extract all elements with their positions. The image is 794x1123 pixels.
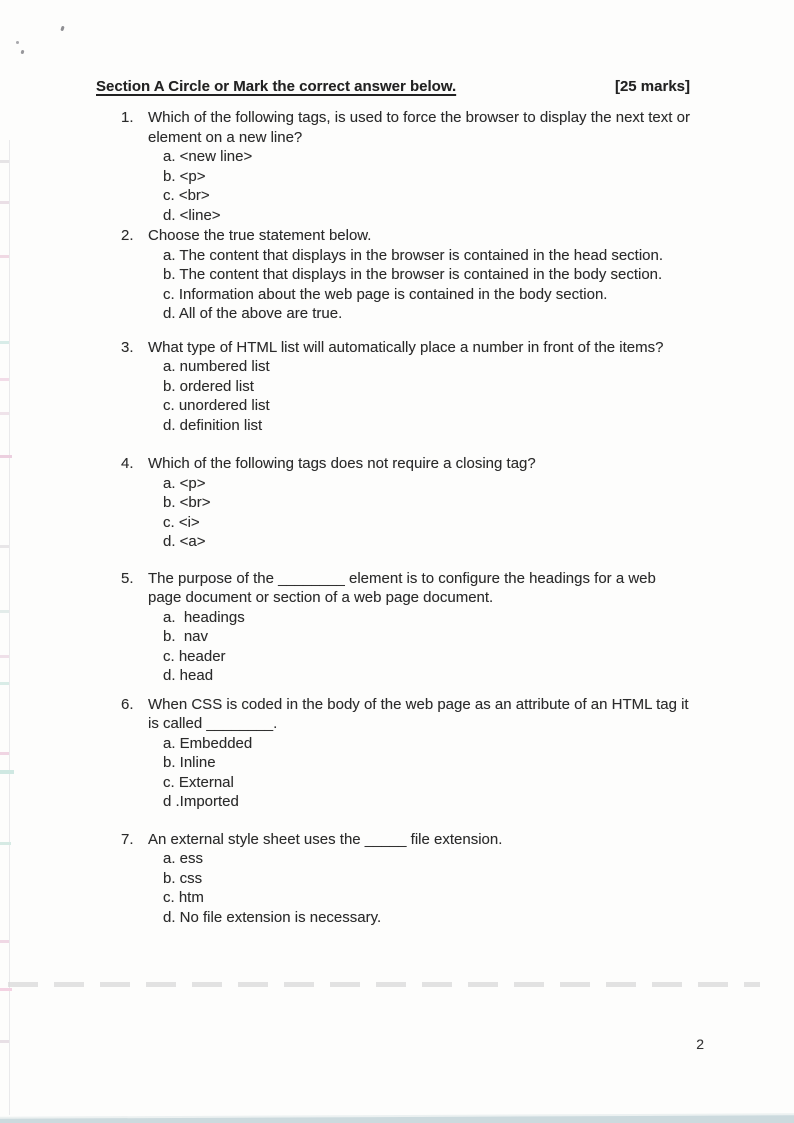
option: c. header [163,647,226,665]
option-list [163,357,693,435]
option: d. <line> [163,206,221,224]
page-number: 2 [696,1036,704,1052]
question [121,226,734,324]
question-number: 1. [121,109,134,126]
option: b. nav [163,628,209,645]
scan-tick [0,988,12,991]
option: c. Information about the web page is contained in the body section. [163,285,608,303]
question-content [148,226,693,324]
question-content [148,569,693,686]
question-text: When CSS is coded in the body of the web page as an attribute of an HTML tag it is called ________. [148,695,689,732]
question-number: 2. [121,227,134,244]
scan-tick [0,1040,9,1043]
option: d. definition list [163,416,263,434]
question-text: An external style sheet uses the _____ file extension. [148,830,503,848]
option: a. Embedded [163,734,253,752]
question [121,830,734,928]
question-text: Choose the true statement below. [148,227,372,244]
option: d. No file extension is necessary. [163,908,382,926]
question-number: 3. [121,338,134,356]
marks-label: [25 marks] [614,78,690,95]
question-text: Which of the following tags, is used to force the browser to display the next text or element on a new line? [148,109,690,146]
option: c. unordered list [163,397,270,414]
option: d .Imported [163,793,239,810]
question-text: What type of HTML list will automatically place a number in front of the items? [148,338,664,356]
option-list [163,246,693,324]
question-content [148,830,693,928]
option: d. <a> [163,533,206,550]
question-number: 7. [121,830,134,848]
question [121,695,734,812]
question-number: 4. [121,455,134,472]
option: a. <new line> [163,148,253,165]
option: a. numbered list [163,358,270,375]
question-content [148,454,693,552]
option: b. <br> [163,494,211,511]
scan-tick [0,940,9,943]
option: b. Inline [163,754,216,771]
question [121,569,734,686]
question-number: 6. [121,695,134,713]
question-content [148,695,693,812]
option: b. The content that displays in the browser is contained in the body section. [163,266,663,283]
question-text: Which of the following tags does not require a closing tag? [148,455,536,472]
section-title: Section A Circle or Mark the correct answer below. [96,78,457,95]
option: c. <br> [163,187,210,204]
question [121,108,734,225]
question-list [0,95,794,927]
option-list [163,849,693,927]
option: b. ordered list [163,377,254,395]
scan-edge-strip [0,1113,794,1120]
option: b. <p> [163,167,206,185]
question-number: 5. [121,569,134,587]
option: c. External [163,773,234,791]
question-text: The purpose of the ________ element is to configure the headings for a web page document or section of a web page document. [148,569,656,606]
option: a. headings [163,608,245,626]
option-list [163,608,693,686]
question [121,338,734,436]
option: a. The content that displays in the browser is contained in the head section. [163,246,664,264]
option: a. <p> [163,474,206,492]
option-list [163,734,693,812]
question-content [148,108,693,225]
option-list [163,147,693,225]
option: d. head [163,667,214,684]
question [121,454,734,552]
option: d. All of the above are true. [163,305,343,322]
question-content [148,338,693,436]
scan-dashed-line [8,982,760,987]
option: c. htm [163,889,204,906]
option: c. <i> [163,513,200,531]
option-list [163,474,693,552]
section-header [0,0,794,95]
option: b. css [163,869,203,887]
scan-edge-strip [0,1115,794,1123]
option: a. ess [163,850,204,867]
